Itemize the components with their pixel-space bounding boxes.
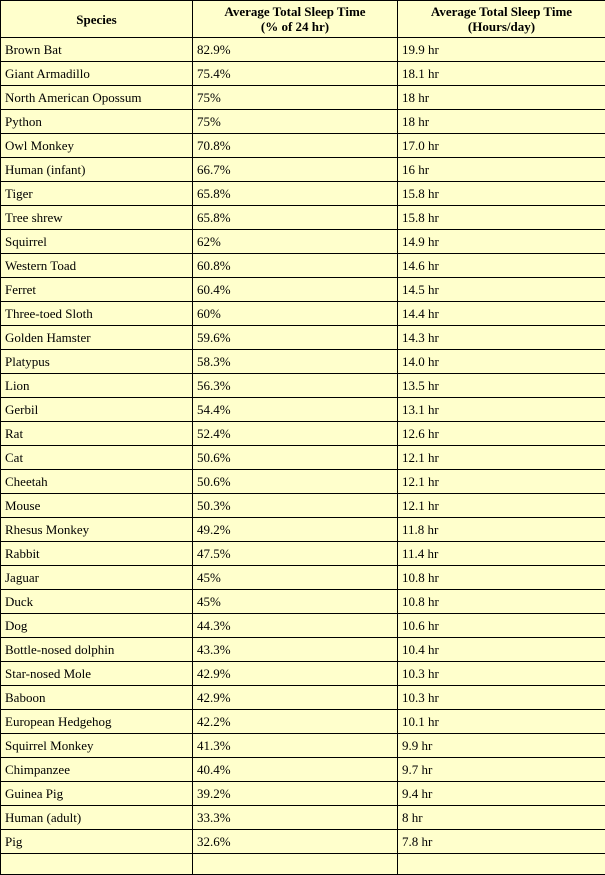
table-row <box>1 158 605 182</box>
table-row <box>1 254 605 278</box>
cell-species: Baboon <box>1 686 193 710</box>
cell-hours-per-day: 9.4 hr <box>398 782 605 806</box>
cell-species: Giant Armadillo <box>1 62 193 86</box>
cell-percent-of-24hr: 47.5% <box>193 542 398 566</box>
cell-species: Cheetah <box>1 470 193 494</box>
cell-hours-per-day: 15.8 hr <box>398 182 605 206</box>
cell-hours-per-day: 13.5 hr <box>398 374 605 398</box>
cell-percent-of-24hr: 60.8% <box>193 254 398 278</box>
cell-species: Jaguar <box>1 566 193 590</box>
cell-hours-per-day: 10.8 hr <box>398 590 605 614</box>
table-row <box>1 446 605 470</box>
cell-species: Tiger <box>1 182 193 206</box>
table-row <box>1 806 605 830</box>
table-row <box>1 230 605 254</box>
cell-species: Star-nosed Mole <box>1 662 193 686</box>
table-row <box>1 662 605 686</box>
table-row <box>1 38 605 62</box>
cell-species: Golden Hamster <box>1 326 193 350</box>
cell-empty <box>1 854 193 875</box>
cell-percent-of-24hr: 75% <box>193 110 398 134</box>
table-row-partial <box>1 854 605 875</box>
table-header <box>1 1 605 38</box>
cell-hours-per-day: 11.4 hr <box>398 542 605 566</box>
cell-species: Duck <box>1 590 193 614</box>
table-row <box>1 614 605 638</box>
cell-hours-per-day: 18 hr <box>398 86 605 110</box>
cell-percent-of-24hr: 40.4% <box>193 758 398 782</box>
cell-hours-per-day: 10.3 hr <box>398 686 605 710</box>
cell-percent-of-24hr: 52.4% <box>193 422 398 446</box>
table-row <box>1 278 605 302</box>
cell-hours-per-day: 14.0 hr <box>398 350 605 374</box>
cell-percent-of-24hr: 75% <box>193 86 398 110</box>
cell-hours-per-day: 14.4 hr <box>398 302 605 326</box>
cell-percent-of-24hr: 56.3% <box>193 374 398 398</box>
cell-species: Human (adult) <box>1 806 193 830</box>
table-row <box>1 542 605 566</box>
cell-hours-per-day: 12.1 hr <box>398 494 605 518</box>
cell-hours-per-day: 13.1 hr <box>398 398 605 422</box>
cell-species: Guinea Pig <box>1 782 193 806</box>
table-row <box>1 470 605 494</box>
cell-percent-of-24hr: 42.2% <box>193 710 398 734</box>
cell-hours-per-day: 12.1 hr <box>398 446 605 470</box>
cell-percent-of-24hr: 49.2% <box>193 518 398 542</box>
cell-species: Rhesus Monkey <box>1 518 193 542</box>
cell-species: Ferret <box>1 278 193 302</box>
cell-hours-per-day: 18 hr <box>398 110 605 134</box>
table-row <box>1 758 605 782</box>
cell-hours-per-day: 18.1 hr <box>398 62 605 86</box>
cell-species: Squirrel Monkey <box>1 734 193 758</box>
cell-hours-per-day: 16 hr <box>398 158 605 182</box>
table-row <box>1 350 605 374</box>
table-row <box>1 566 605 590</box>
cell-percent-of-24hr: 45% <box>193 590 398 614</box>
cell-percent-of-24hr: 33.3% <box>193 806 398 830</box>
table-row <box>1 62 605 86</box>
cell-species: Squirrel <box>1 230 193 254</box>
cell-percent-of-24hr: 60.4% <box>193 278 398 302</box>
cell-species: Rabbit <box>1 542 193 566</box>
table-row <box>1 518 605 542</box>
cell-hours-per-day: 17.0 hr <box>398 134 605 158</box>
cell-percent-of-24hr: 50.6% <box>193 470 398 494</box>
cell-percent-of-24hr: 65.8% <box>193 206 398 230</box>
cell-percent-of-24hr: 39.2% <box>193 782 398 806</box>
cell-percent-of-24hr: 62% <box>193 230 398 254</box>
column-header-hours-line2: (Hours/day) <box>400 19 603 34</box>
column-header-hours-line1: Average Total Sleep Time <box>400 4 603 19</box>
table-row <box>1 830 605 854</box>
cell-percent-of-24hr: 50.3% <box>193 494 398 518</box>
cell-species: European Hedgehog <box>1 710 193 734</box>
cell-hours-per-day: 11.8 hr <box>398 518 605 542</box>
cell-species: North American Opossum <box>1 86 193 110</box>
cell-hours-per-day: 10.1 hr <box>398 710 605 734</box>
table-row <box>1 134 605 158</box>
cell-percent-of-24hr: 44.3% <box>193 614 398 638</box>
table-row <box>1 302 605 326</box>
cell-species: Human (infant) <box>1 158 193 182</box>
cell-hours-per-day: 10.4 hr <box>398 638 605 662</box>
cell-percent-of-24hr: 50.6% <box>193 446 398 470</box>
cell-percent-of-24hr: 65.8% <box>193 182 398 206</box>
cell-percent-of-24hr: 41.3% <box>193 734 398 758</box>
cell-percent-of-24hr: 43.3% <box>193 638 398 662</box>
cell-hours-per-day: 7.8 hr <box>398 830 605 854</box>
table-row <box>1 638 605 662</box>
table-row <box>1 326 605 350</box>
cell-hours-per-day: 9.7 hr <box>398 758 605 782</box>
table-row <box>1 110 605 134</box>
cell-hours-per-day: 14.5 hr <box>398 278 605 302</box>
table-row <box>1 494 605 518</box>
cell-species: Three-toed Sloth <box>1 302 193 326</box>
cell-empty <box>398 854 605 875</box>
cell-hours-per-day: 15.8 hr <box>398 206 605 230</box>
cell-percent-of-24hr: 60% <box>193 302 398 326</box>
column-header-hours <box>398 1 605 38</box>
cell-percent-of-24hr: 32.6% <box>193 830 398 854</box>
cell-species: Mouse <box>1 494 193 518</box>
table-row <box>1 86 605 110</box>
cell-percent-of-24hr: 75.4% <box>193 62 398 86</box>
cell-hours-per-day: 12.1 hr <box>398 470 605 494</box>
cell-species: Tree shrew <box>1 206 193 230</box>
cell-hours-per-day: 14.9 hr <box>398 230 605 254</box>
table-row <box>1 734 605 758</box>
cell-species: Cat <box>1 446 193 470</box>
column-header-percent-line1: Average Total Sleep Time <box>195 4 395 19</box>
cell-species: Chimpanzee <box>1 758 193 782</box>
cell-species: Bottle-nosed dolphin <box>1 638 193 662</box>
cell-species: Platypus <box>1 350 193 374</box>
table-row <box>1 422 605 446</box>
cell-percent-of-24hr: 42.9% <box>193 686 398 710</box>
table-row <box>1 206 605 230</box>
cell-hours-per-day: 14.3 hr <box>398 326 605 350</box>
cell-percent-of-24hr: 82.9% <box>193 38 398 62</box>
cell-percent-of-24hr: 54.4% <box>193 398 398 422</box>
cell-hours-per-day: 8 hr <box>398 806 605 830</box>
cell-species: Dog <box>1 614 193 638</box>
cell-percent-of-24hr: 58.3% <box>193 350 398 374</box>
cell-percent-of-24hr: 70.8% <box>193 134 398 158</box>
cell-hours-per-day: 12.6 hr <box>398 422 605 446</box>
cell-percent-of-24hr: 42.9% <box>193 662 398 686</box>
column-header-percent <box>193 1 398 38</box>
cell-hours-per-day: 14.6 hr <box>398 254 605 278</box>
cell-species: Rat <box>1 422 193 446</box>
column-header-species-label: Species <box>76 12 116 27</box>
cell-empty <box>193 854 398 875</box>
table-body <box>1 38 605 875</box>
cell-species: Western Toad <box>1 254 193 278</box>
cell-species: Python <box>1 110 193 134</box>
column-header-percent-line2: (% of 24 hr) <box>195 19 395 34</box>
cell-percent-of-24hr: 66.7% <box>193 158 398 182</box>
cell-hours-per-day: 10.3 hr <box>398 662 605 686</box>
cell-hours-per-day: 19.9 hr <box>398 38 605 62</box>
cell-percent-of-24hr: 59.6% <box>193 326 398 350</box>
cell-species: Lion <box>1 374 193 398</box>
table-header-row <box>1 1 605 38</box>
cell-hours-per-day: 9.9 hr <box>398 734 605 758</box>
table-row <box>1 374 605 398</box>
table-row <box>1 686 605 710</box>
cell-hours-per-day: 10.6 hr <box>398 614 605 638</box>
table-row <box>1 710 605 734</box>
cell-species: Gerbil <box>1 398 193 422</box>
cell-percent-of-24hr: 45% <box>193 566 398 590</box>
cell-hours-per-day: 10.8 hr <box>398 566 605 590</box>
table-row <box>1 398 605 422</box>
cell-species: Owl Monkey <box>1 134 193 158</box>
cell-species: Brown Bat <box>1 38 193 62</box>
table-row <box>1 182 605 206</box>
column-header-species <box>1 1 193 38</box>
table-row <box>1 782 605 806</box>
cell-species: Pig <box>1 830 193 854</box>
table-row <box>1 590 605 614</box>
